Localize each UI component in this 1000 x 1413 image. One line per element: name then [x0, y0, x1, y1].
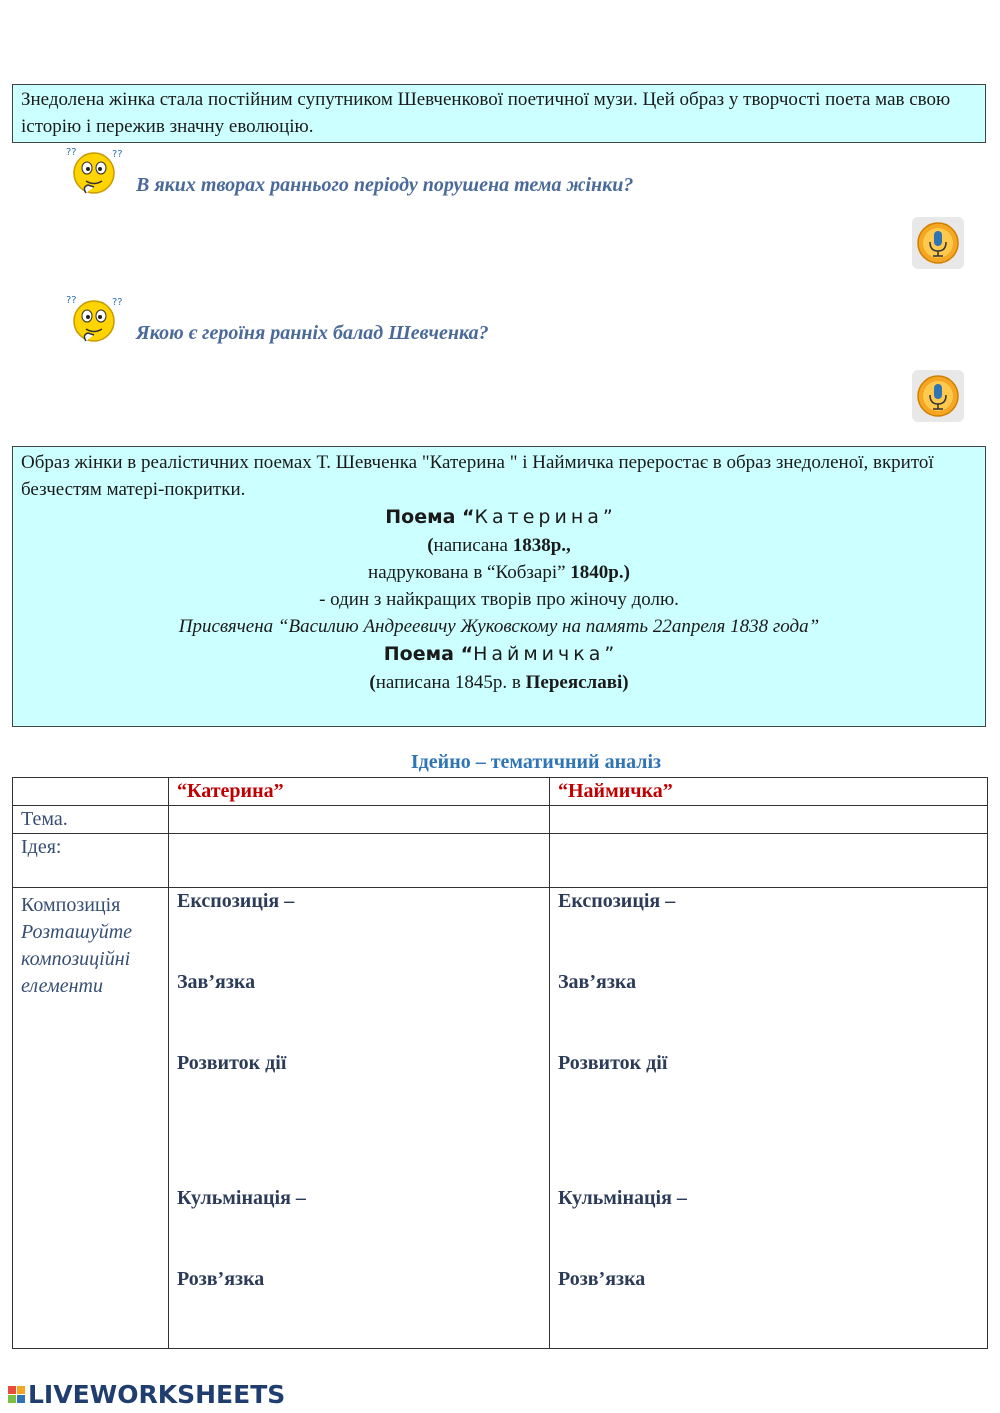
element-exposition: Експозиція – — [177, 890, 295, 912]
written-2-line — [21, 669, 977, 696]
element-resolution: Розв’язка — [177, 1268, 265, 1290]
row-label-composition: Композиція — [21, 894, 121, 916]
written-text: написана — [433, 535, 513, 556]
composition-hint: Розташуйте композиційні елементи — [21, 921, 133, 997]
written-line — [21, 532, 977, 559]
question-text: Якою є героїня ранніх балад Шевченка? — [136, 322, 489, 344]
record-button-2[interactable] — [912, 370, 964, 422]
record-button-1[interactable] — [912, 217, 964, 269]
svg-text:??: ?? — [112, 297, 123, 308]
info-box — [12, 446, 986, 727]
element-climax: Кульмінація – — [558, 1187, 687, 1209]
idea-kateryna-cell[interactable] — [169, 834, 550, 888]
intro-text: Знедолена жінка стала постійним супутником Шевченкової поетичної музи. Цей образ у творчості поета мав свою історію і пережив значну еволюцію. — [21, 89, 951, 137]
table-row-theme — [13, 806, 988, 834]
row-label-idea: Ідея: — [13, 834, 169, 888]
element-plot-start: Зав’язка — [177, 971, 256, 993]
dedication-line: Присвячена “Василию Андреевичу Жуковскому на память 22апреля 1838 года” — [178, 616, 820, 637]
element-climax: Кульмінація – — [177, 1187, 306, 1209]
poem-quote: ” — [602, 506, 613, 528]
svg-text:??: ?? — [66, 147, 77, 158]
thinking-smiley-icon — [64, 143, 130, 199]
svg-text:??: ?? — [112, 149, 123, 160]
liveworksheets-logo — [8, 1380, 285, 1409]
header-naymychka: “Наймичка” — [550, 778, 988, 806]
element-plot-start: Зав’язка — [558, 971, 637, 993]
intro-box — [12, 84, 986, 143]
grid-logo-icon — [8, 1386, 25, 1403]
thinking-smiley-icon — [64, 291, 130, 347]
paren: ( — [427, 535, 434, 556]
svg-text:??: ?? — [66, 295, 77, 306]
microphone-icon — [916, 374, 960, 418]
printed-text: надрукована в “Кобзарі” — [368, 562, 571, 583]
row-label-theme: Тема. — [13, 806, 169, 834]
table-header-row — [13, 778, 988, 806]
written-text: написана 1845р. в — [375, 672, 526, 693]
element-resolution: Розв’язка — [558, 1268, 646, 1290]
poem-1-title — [21, 503, 977, 532]
written-year: 1838р., — [512, 535, 571, 556]
element-development: Розвиток дії — [558, 1052, 668, 1074]
best-line: - один з найкращих творів про жіночу долю. — [319, 589, 679, 610]
question-text: В яких творах раннього періоду порушена тема жінки? — [136, 174, 634, 196]
element-development: Розвиток дії — [177, 1052, 287, 1074]
poem-name: Катерина — [474, 506, 603, 528]
info-paragraph: Образ жінки в реалістичних поемах Т. Шевченка "Катерина " і Наймичка переростає в образ знедоленої, вкритої безчестям матері-покритки. — [21, 452, 934, 500]
table-row-idea — [13, 834, 988, 888]
composition-kateryna-cell[interactable] — [169, 888, 550, 1349]
element-exposition: Експозиція – — [558, 890, 676, 912]
question-1 — [64, 143, 633, 199]
brand-text: LIVEWORKSHEETS — [28, 1380, 286, 1409]
poem-label: Поема “ — [385, 506, 475, 528]
written-place: Переяславі) — [525, 672, 629, 693]
row-label-composition-cell — [13, 888, 169, 1349]
table-row-composition — [13, 888, 988, 1349]
header-empty-cell — [13, 778, 169, 806]
printed-line — [21, 559, 977, 586]
printed-year: 1840р.) — [570, 562, 630, 583]
table-title: Ідейно – тематичний аналіз — [410, 751, 662, 773]
theme-kateryna-cell[interactable] — [169, 806, 550, 834]
poem-label: Поема “ — [383, 643, 474, 665]
composition-naymychka-cell[interactable] — [550, 888, 988, 1349]
poem-quote: ” — [604, 643, 615, 665]
analysis-table — [12, 777, 988, 1349]
poem-2-title — [21, 640, 977, 669]
theme-naymychka-cell[interactable] — [550, 806, 988, 834]
paren: ( — [369, 672, 376, 693]
microphone-icon — [916, 221, 960, 265]
header-kateryna: “Катерина” — [169, 778, 550, 806]
poem-name: Наймичка — [473, 643, 605, 665]
idea-naymychka-cell[interactable] — [550, 834, 988, 888]
question-2 — [64, 291, 489, 347]
